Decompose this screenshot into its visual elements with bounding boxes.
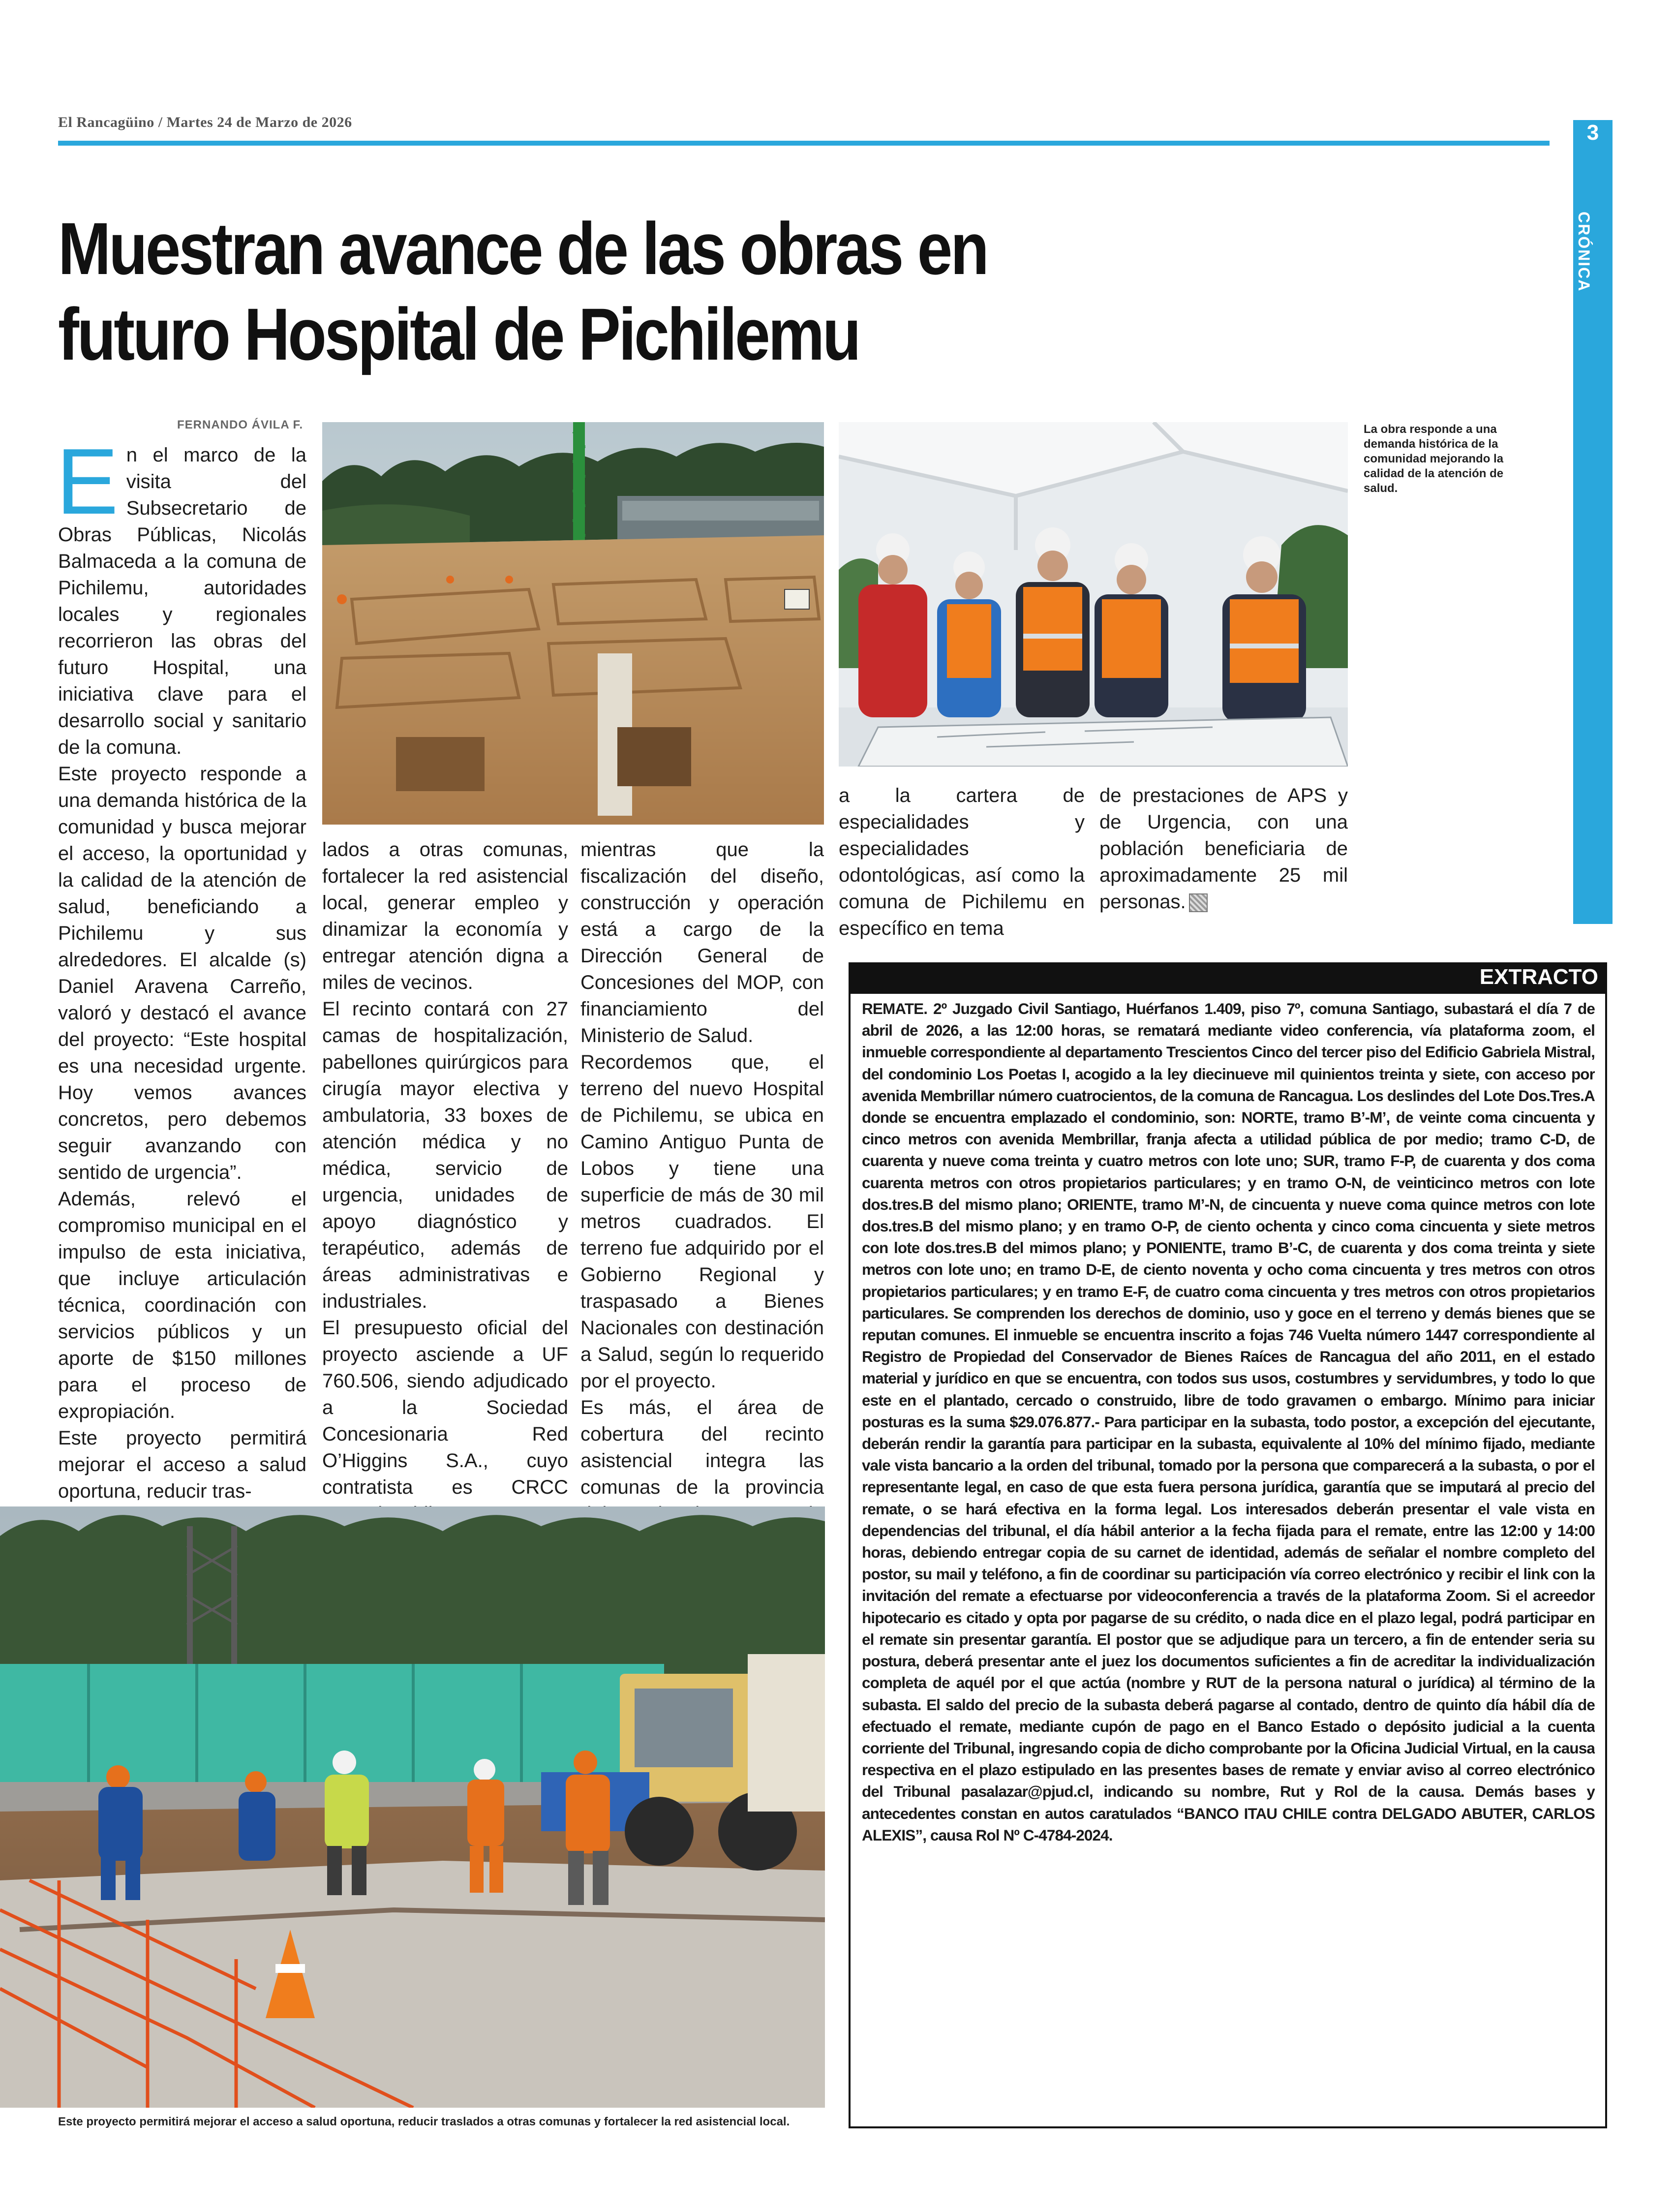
paragraph: En el marco de la visita del Subsecretario de Obras Públicas, Nicolás Balmaceda a la comuna de Pichilemu, autoridades locales y regionales recorrieron las obras del futuro Hospital, una iniciativa clave para el desarrollo social y sanitario de la comuna. xyxy=(56,430,306,758)
extracto-title: EXTRACTO xyxy=(849,962,1607,992)
article-column-2 xyxy=(322,836,568,1527)
paragraph: de prestaciones de APS y de Urgencia, con una población beneficiaria de aproximadamente 25 mil personas. xyxy=(1099,785,1348,913)
paragraph: El recinto contará con 27 camas de hospitalización, pabellones quirúrgicos para cirugía mayor electiva y ambulatoria, 33 boxes de atención médica y no médica, servicio de urgencia, unidades de apoyo diagnóstico y terapéutico, además de áreas administrativas e industriales. xyxy=(322,998,568,1312)
article-column-5 xyxy=(1099,782,1348,915)
article-column-4 xyxy=(839,782,1085,942)
paragraph: El presupuesto oficial del proyecto asciende a UF 760.506, siendo adjudicado a la Sociedad Concesionaria Red O’Higgins S.A., cuyo contratista es CRCC xyxy=(322,1317,568,1498)
workers-site-photo xyxy=(0,1506,825,2108)
dropcap: E xyxy=(56,430,119,534)
authorities-visit-illustration xyxy=(839,422,1348,767)
publication-date: Martes 24 de Marzo de 2026 xyxy=(166,114,352,130)
construction-site-photo xyxy=(322,422,824,825)
headline xyxy=(58,206,1158,377)
article-column-3 xyxy=(580,836,824,1554)
publication-name: El Rancagüino / xyxy=(58,114,163,130)
workers-site-illustration xyxy=(0,1506,825,2108)
article-column-1 xyxy=(56,430,306,1505)
page-number: 3 xyxy=(1573,120,1613,146)
headline-line-1: Muestran avance de las obras en xyxy=(58,207,987,290)
authorities-visit-photo xyxy=(839,422,1348,767)
paragraph: Es más, el área de cobertura del recinto asistencial integra las comunas de la provincia xyxy=(580,1397,824,1498)
paragraph: lados a otras comunas, fortalecer la red asistencial local, generar empleo y dinamizar la economía y entregar atención digna a miles de vecinos. xyxy=(322,839,568,993)
header-rule xyxy=(58,141,1550,146)
masthead xyxy=(58,114,352,131)
extracto-body: REMATE. 2º Juzgado Civil Santiago, Huérfanos 1.409, piso 7º, comuna Santiago, subastará el día 7 de abril de 2026, a las 12:00 horas, se rematará mediante video conferencia, vía plataforma zoom, el inmueble correspondiente al departamento Trescientos Cinco del tercer piso del Edificio Gabriela Mistral, del condominio Los Poetas I, acogido a la ley diecinueve mil quinientos treinta y siete, con acceso por avenida Membrillar número cuatrocientos, de la comuna de Rancagua. Los deslindes del Lote Dos.Tres.A donde se encuentra emplazado el condominio, son: NORTE, tramo B’-M’, de veinte coma cincuenta y cinco metros con avenida Membrillar, franja afecta a utilidad pública de por medio; tramo C-D, de cuarenta y nueve coma treinta y cuatro metros con lote uno; SUR, tramo F-P, de cuarenta y dos coma cuarenta metros con otros propietarios particulares; y en tramo O-N, de veinticinco metros con lote dos.tres.B del mismo plano; ORIENTE, tramo M’-N, de cincuenta y nueve coma quince metros con lote dos.tres.B del mismo plano; y en tramo O-P, de ciento ochenta y cinco coma cincuenta y siete metros con lote dos.tres.B del mimos plano; y PONIENTE, tramo B’-C, de cuarenta y dos coma treinta y siete metros con lote uno; en tramo D-E, de ciento noventa y ocho coma cincuenta y tres metros con otros propietarios particulares; y en tramo E-F, de cuatro coma cincuenta y tres metros con otros propietarios particulares. Se comprenden los derechos de dominio, uso y goce en el terreno y demás bienes que se reputan comunes. El inmueble se encuentra inscrito a fojas 746 Vuelta número 1447 correspondiente al Registro de Propiedad del Conservador de Bienes Raíces de Rancagua del año 2011, en el estado material y jurídico en que se encuentra, con todos sus usos, costumbres y servidumbres, y todo lo que este en el plantado, cercado o construido, libre de todo gravamen o embargo. Mínimo para iniciar posturas es la suma $29.076.877.- Para participar en la subasta, todo postor, a excepción del ejecutante, deberán rendir la garantía para participar en la subasta, equivalente al 10% del mínimo fijado, mediante vale vista bancario a la orden del tribunal, tomado por la persona que comparecerá a la subasta, o por el representante legal, en caso de que esta fuera persona jurídica, garantía que se imputará al precio del remate, o se hará efectiva en la forma legal. Los interesados deberán presentar el vale vista en dependencias del tribunal, el día hábil anterior a la fecha fijada para el remate, entre las 12:00 y 14:00 horas, debiendo entregar copia de su carnet de identidad, además de señalar el nombre completo del postor, su mail y teléfono, a fin de coordinar su participación vía correo electrónico y recibir el link con la invitación del remate a efectuarse por videoconferencia a través de la plataforma Zoom. Si el acreedor hipotecario es citado y opta por pagarse de su crédito, o nada dice en el plazo legal, podrá participar en el remate sin presentar garantía. El postor que se adjudique para un tercero, a fin de entender seria su postura, deberá presentar ante el juez los documentos suficientes a fin de acreditar la individualización completa de aquél por el que actúa (nombre y RUT de la persona natural o jurídica) al término de la subasta. El saldo del precio de la subasta deberá pagarse al contado, dentro de quinto día hábil día de efectuado el remate, mediante cupón de pago en el Banco Estado o depósito judicial a la cuenta corriente del Tribunal, ingresando copia de dicho comprobante por la Oficina Judicial Virtual, en la causa respectiva en el plazo estipulado en las presentes bases de remate y enviar aviso al correo electrónico del Tribunal pasalazar@pjud.cl, indicando su nombre, Rut y Rol de la causa. Demás bases y antecedentes constan en autos caratulados “BANCO ITAU CHILE contra DELGADO ABUTER, CARLOS ALEXIS”, causa Rol Nº C-4784-2024. xyxy=(862,1000,1595,1844)
paragraph: Este proyecto responde a una demanda histórica de la comunidad y busca mejorar el acceso, la oportunidad y la calidad de la atención de salud, beneficiando a Pichilemu y sus alrededores. El alcalde (s) Daniel Aravena Carreño, valoró y destacó el avance del proyecto: “Este hospital es una necesidad urgente. Hoy vemos avances concretos, pero debemos seguir avanzando con sentido de urgencia”. xyxy=(58,763,306,1183)
bottom-photo-caption: Este proyecto permitirá mejorar el acceso a salud oportuna, reducir traslados a otras comunas y fortalecer la red asistencial local. xyxy=(58,2115,790,2128)
paragraph: mientras que la fiscalización del diseño, construcción y operación está a cargo de la Dirección General de Concesiones del MOP, con financiamiento del Ministerio de Salud. xyxy=(580,839,824,1046)
byline: FERNANDO ÁVILA F. xyxy=(177,418,304,431)
paragraph: a la cartera de especialidades y especialidades odontológicas, así como la comuna de Pichilemu en específico en tema xyxy=(839,785,1085,939)
side-photo-caption: La obra responde a una demanda histórica de la comunidad mejorando la calidad de la atención de salud. xyxy=(1364,423,1504,495)
construction-site-illustration xyxy=(322,422,824,825)
end-of-article-icon xyxy=(1189,893,1208,912)
paragraph: Este proyecto permitirá mejorar el acceso a salud oportuna, reducir tras- xyxy=(58,1427,306,1502)
section-label: CRÓNICA xyxy=(1575,212,1593,292)
paragraph: Además, relevó el compromiso municipal en el impulso de esta iniciativa, que incluye articulación técnica, coordinación con servicios públicos y un aporte de $150 millones para el proceso de expropiación. xyxy=(58,1188,306,1422)
paragraph: Recordemos que, el terreno del nuevo Hospital de Pichilemu, se ubica en Camino Antiguo Punta de Lobos y tiene una superficie de más de 30 mil metros cuadrados. El terreno fue adquirido por el Gobierno Regional y traspasado a Bienes Nacionales con destinación a Salud, según lo requerido por el proyecto. xyxy=(580,1051,824,1392)
headline-line-2: futuro Hospital de Pichilemu xyxy=(58,293,859,375)
